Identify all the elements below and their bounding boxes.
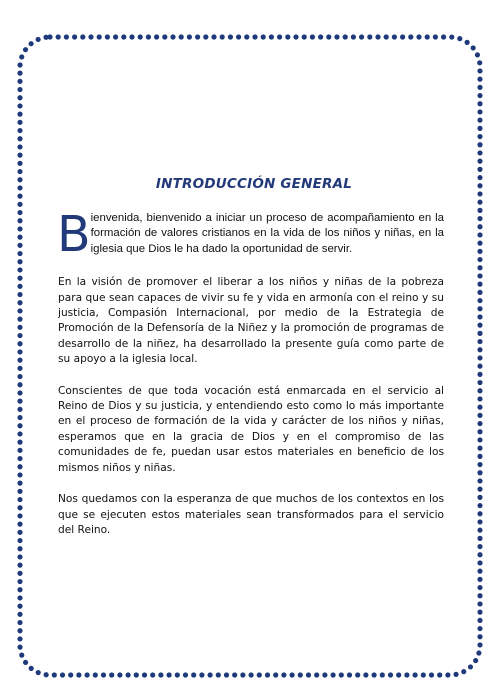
paragraph-vocation: Conscientes de que toda vocación está enmarcada en el servicio al Reino de Dios y su justicia, y entendiendo esto como lo más importante en el proceso de formación de la vida y carácter de los niños y niñas, esperamos que en la gracia de Dios y en el compromiso de las comunidades de fe, puedan usar estos materiales en beneficio de los mismos niños y niñas. bbox=[58, 384, 444, 474]
paragraph-welcome bbox=[57, 206, 444, 263]
paragraph-hope: Nos quedamos con la esperanza de que muchos de los contextos en los que se ejecuten estos materiales sean transformados para el servicio del Reino. bbox=[58, 493, 444, 536]
drop-cap-letter: B bbox=[57, 206, 91, 263]
page-title: INTRODUCCIÓN GENERAL bbox=[155, 176, 353, 192]
paragraph-vision: En la visión de promover el liberar a los niños y niñas de la pobreza para que sean capaces de vivir su fe y vida en armonía con el reino y su justicia, Compasión Internacional, por medio de la Estrategia de Promoción de la Defensoría de la Niñez y la promoción de programas de desarrollo de la niñez, ha desarrollado la presente guía como parte de su apoyo a la iglesia local. bbox=[58, 276, 444, 366]
paragraph-welcome-text: ienvenida, bienvenido a iniciar un proceso de acompañamiento en la formación de valores cristianos en la vida de los niños y niñas, en la iglesia que Dios le ha dado la oportunidad de servir. bbox=[90, 212, 444, 255]
introduction-section bbox=[58, 176, 444, 554]
